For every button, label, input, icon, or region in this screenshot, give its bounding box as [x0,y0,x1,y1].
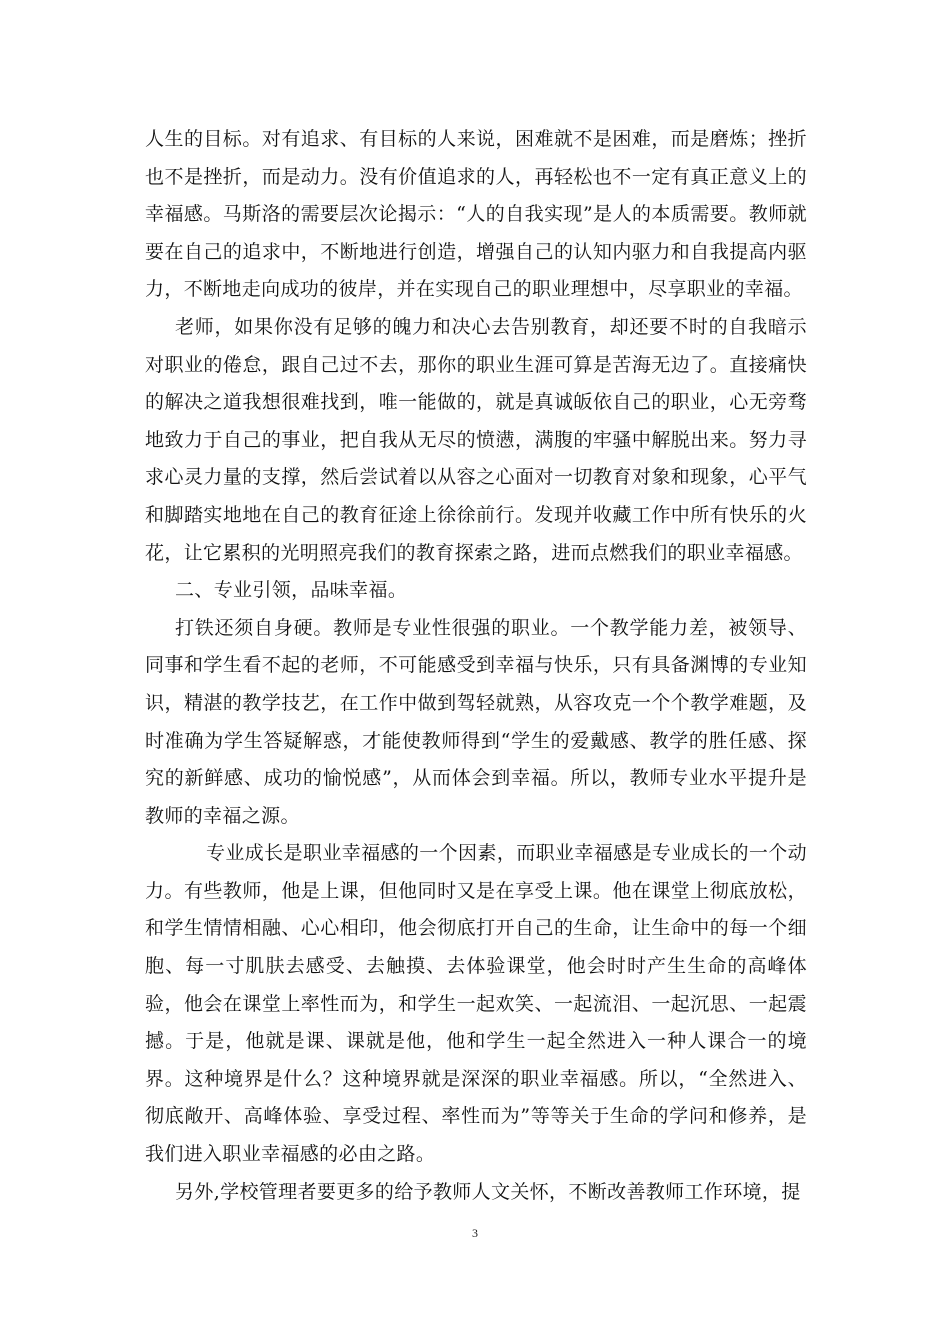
body-text [145,121,807,1211]
paragraph-professional-skill: 打铁还须自身硬。教师是专业性很强的职业。一个教学能力差，被领导、同事和学生看不起的老师，不可能感受到幸福与快乐，只有具备渊博的专业知识，精湛的教学技艺，在工作中做到驾轻就熟，从容攻克一个个教学难题，及时准确为学生答疑解惑，才能使教师得到“学生的爱戴感、教学的胜任感、探究的新鲜感、成功的愉悦感”，从而体会到幸福。所以，教师专业水平提升是教师的幸福之源。 [145,616,807,827]
page-number: 3 [472,1226,478,1240]
section-heading: 二、专业引领，品味幸福。 [175,579,408,602]
paragraph-professional-growth: 专业成长是职业幸福感的一个因素，而职业幸福感是专业成长的一个动力。有些教师，他是上课，但他同时又是在享受上课。他在课堂上彻底放松，和学生情情相融、心心相印，他会彻底打开自己的生命，让生命中的每一个细胞、每一寸肌肤去感受、去触摸、去体验课堂，他会时时产生生命的高峰体验，他会在课堂上率性而为，和学生一起欢笑、一起流泪、一起沉思、一起震撼。于是，他就是课、课就是他，他和学生一起全然进入一种人课合一的境界。这种境界是什么？这种境界就是深深的职业幸福感。所以，“全然进入、彻底敞开、高峰体验、享受过程、率性而为”等等关于生命的学问和修养，是我们进入职业幸福感的必由之路。 [145,842,807,1166]
paragraph-continuation: 人生的目标。对有追求、有目标的人来说，困难就不是困难，而是磨炼；挫折也不是挫折，而是动力。没有价值追求的人，再轻松也不一定有真正意义上的幸福感。马斯洛的需要层次论揭示：“人的自我实现”是人的本质需要。教师就要在自己的追求中，不断地进行创造，增强自己的认知内驱力和自我提高内驱力，不断地走向成功的彼岸，并在实现自己的职业理想中，尽享职业的幸福。 [145,128,807,301]
paragraph-management-care: 另外,学校管理者要更多的给予教师人文关怀，不断改善教师工作环境，提 [175,1180,801,1203]
paragraph-teacher-advice: 老师，如果你没有足够的魄力和决心去告别教育，却还要不时的自我暗示对职业的倦怠，跟自己过不去，那你的职业生涯可算是苦海无边了。直接痛快的解决之道我想很难找到，唯一能做的，就是真诚皈依自己的职业，心无旁骛地致力于自己的事业，把自我从无尽的愤懑，满腹的牢骚中解脱出来。努力寻求心灵力量的支撑，然后尝试着以从容之心面对一切教育对象和现象，心平气和脚踏实地地在自己的教育征途上徐徐前行。发现并收藏工作中所有快乐的火花，让它累积的光明照亮我们的教育探索之路，进而点燃我们的职业幸福感。 [145,315,807,564]
